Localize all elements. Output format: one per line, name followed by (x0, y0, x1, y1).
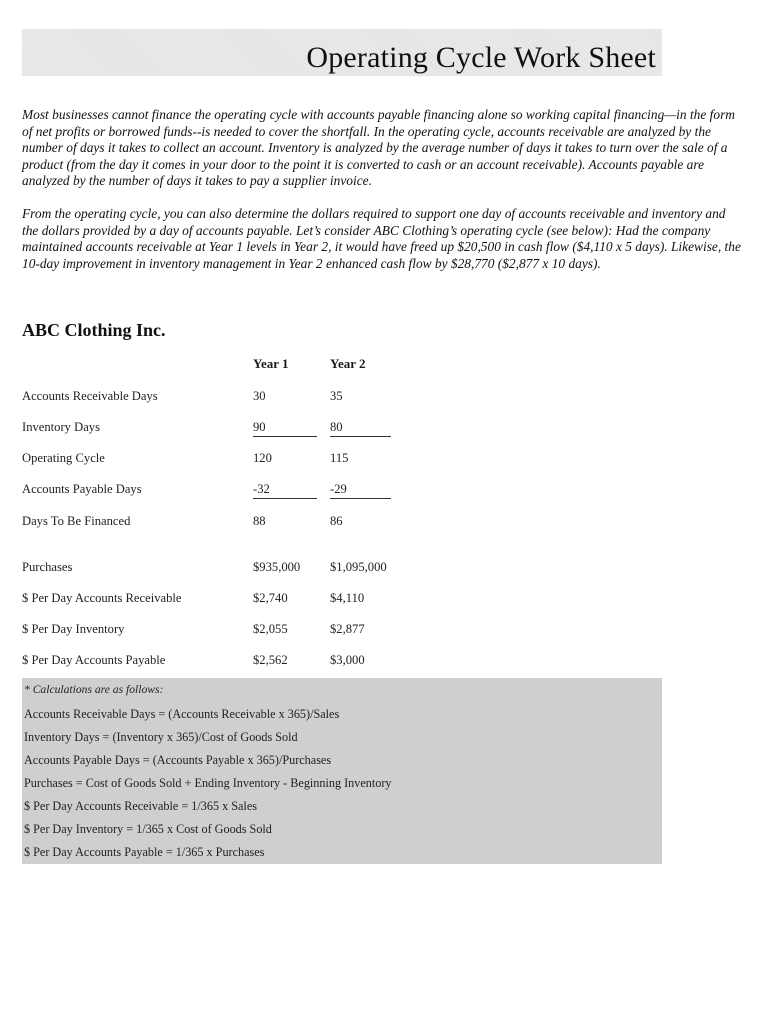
row-label: Days To Be Financed (22, 514, 131, 528)
year2-value: $4,110 (330, 591, 365, 605)
title-banner (22, 29, 662, 76)
table-row (0, 420, 770, 438)
formula-line: $ Per Day Accounts Payable = 1/365 x Purchases (24, 845, 265, 859)
page-title: Operating Cycle Work Sheet (306, 41, 656, 74)
year2-value: $2,877 (330, 622, 365, 636)
intro-text (22, 107, 744, 288)
formula-line: Accounts Payable Days = (Accounts Payable x 365)/Purchases (24, 753, 332, 767)
year1-value: 90 (253, 420, 317, 437)
calculation-notes (22, 678, 662, 864)
year1-value: $2,740 (253, 591, 288, 605)
table-row (0, 591, 770, 609)
column-header-year2: Year 2 (330, 356, 366, 371)
row-label: $ Per Day Accounts Receivable (22, 591, 182, 605)
year2-value: -29 (330, 482, 391, 499)
table-row (0, 389, 770, 407)
row-label: Purchases (22, 560, 73, 574)
year1-value: 88 (253, 514, 266, 528)
year1-value: $2,055 (253, 622, 288, 636)
table-row (0, 560, 770, 578)
row-label: $ Per Day Accounts Payable (22, 653, 166, 667)
year2-value: 80 (330, 420, 391, 437)
year2-value: $3,000 (330, 653, 365, 667)
company-name: ABC Clothing Inc. (22, 320, 166, 340)
table-row (0, 653, 770, 671)
row-label: Accounts Payable Days (22, 482, 142, 496)
column-header-year1: Year 1 (253, 356, 289, 371)
year2-value: $1,095,000 (330, 560, 387, 574)
intro-paragraph: From the operating cycle, you can also determine the dollars required to support one day of accounts receivable and inventory and the dollars provided by a day of accounts payable. Let’s consider ABC Clothing’s operating cycle (see below): Had the company maintained accounts receivable at Year 1 levels in Year 2, it would have freed up $20,500 in cash flow ($4,110 x 5 days). Likewise, the 10-day improvement in inventory management in Year 2 enhanced cash flow by $28,770 ($2,877 x 10 days). (22, 205, 741, 271)
year1-value: 30 (253, 389, 266, 403)
year2-value: 115 (330, 451, 349, 465)
year2-value: 86 (330, 514, 343, 528)
table-row (0, 482, 770, 500)
row-label: Operating Cycle (22, 451, 105, 465)
notes-heading: * Calculations are as follows: (24, 683, 164, 696)
table-row (0, 622, 770, 640)
year1-value: $935,000 (253, 560, 301, 574)
row-label: Accounts Receivable Days (22, 389, 158, 403)
table-row (0, 451, 770, 469)
intro-paragraph: Most businesses cannot finance the operating cycle with accounts payable financing alone so working capital financing—in the form of net profits or borrowed funds--is needed to cover the shortfall. In the operating cycle, accounts receivable are analyzed by the number of days it takes to collect an account. Inventory is analyzed by the average number of days it takes to turn over the sale of a product (from the day it comes in your door to the point it is converted to cash or an account receivable). Accounts payable are analyzed by the number of days it takes to pay a supplier invoice. (22, 107, 735, 189)
year1-value: -32 (253, 482, 317, 499)
formula-line: Inventory Days = (Inventory x 365)/Cost of Goods Sold (24, 730, 298, 744)
formula-line: $ Per Day Inventory = 1/365 x Cost of Goods Sold (24, 822, 272, 836)
year1-value: 120 (253, 451, 272, 465)
formula-line: Accounts Receivable Days = (Accounts Receivable x 365)/Sales (24, 707, 340, 721)
table-row (0, 514, 770, 532)
year1-value: $2,562 (253, 653, 288, 667)
row-label: $ Per Day Inventory (22, 622, 125, 636)
row-label: Inventory Days (22, 420, 100, 434)
formula-line: $ Per Day Accounts Receivable = 1/365 x Sales (24, 799, 257, 813)
year2-value: 35 (330, 389, 343, 403)
formula-line: Purchases = Cost of Goods Sold + Ending Inventory - Beginning Inventory (24, 776, 392, 790)
